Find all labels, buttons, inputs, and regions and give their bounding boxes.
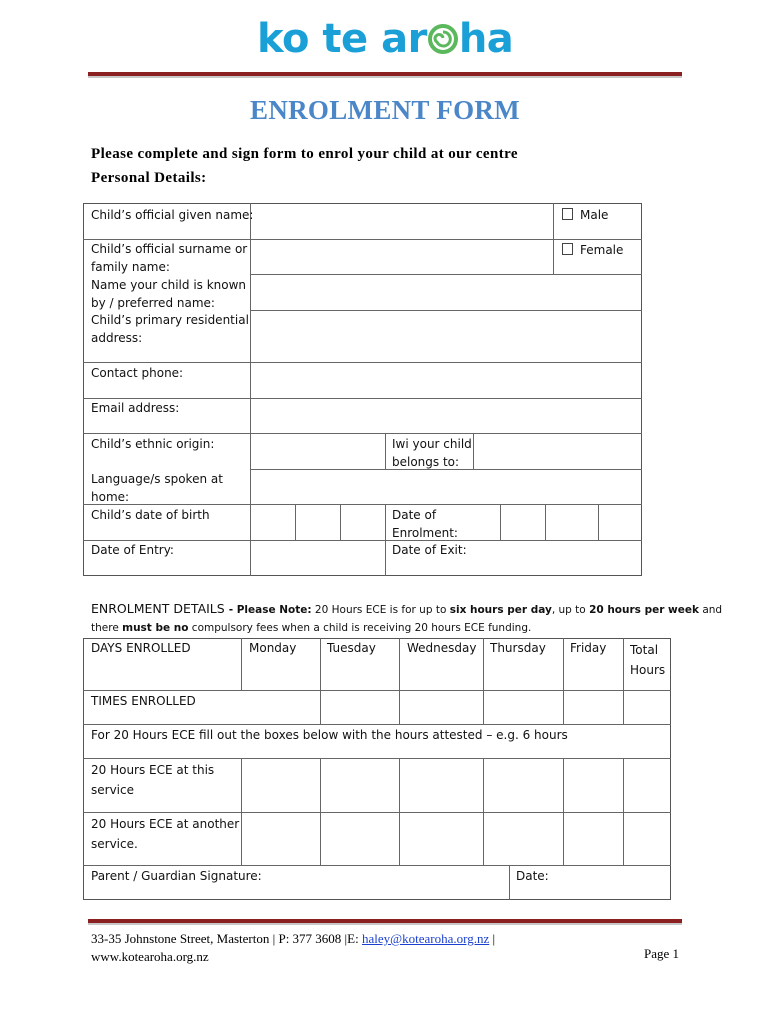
ece-instruction: For 20 Hours ECE fill out the boxes below with the hours attested – e.g. 6 hours [91, 728, 568, 742]
date-of-exit-field[interactable] [474, 541, 641, 575]
day-friday-header: Friday [570, 641, 607, 655]
preferred-name-field[interactable] [251, 275, 641, 309]
note-text-1: 20 Hours ECE is for up to [311, 604, 450, 616]
date-of-birth-field[interactable] [251, 505, 384, 539]
total-hours-line2: Hours [630, 663, 666, 677]
language-label-line2: home: [91, 489, 130, 504]
male-label: Male [580, 208, 609, 222]
note-text-3: and [698, 604, 723, 616]
preferred-name-label-line1: Name your child is known [91, 278, 247, 292]
address-field[interactable] [251, 311, 641, 361]
signature-field[interactable] [270, 866, 508, 899]
address-label-line2: address: [91, 330, 143, 345]
language-field[interactable] [251, 470, 641, 503]
female-label: Female [580, 243, 624, 257]
ece-this-service-fields[interactable] [242, 759, 670, 811]
day-wednesday-header: Wednesday [407, 641, 477, 655]
date-of-exit-label: Date of Exit: [392, 543, 467, 557]
email-label: Email address: [91, 401, 180, 415]
enrolment-heading-text: ENROLMENT DETAILS [91, 601, 225, 616]
email-field[interactable] [251, 399, 641, 432]
note-text-5: compulsory fees when a child is receiving 20 hours ECE funding. [188, 622, 532, 634]
note-text-4: there [91, 622, 123, 634]
personal-details-heading: Personal Details: [91, 170, 207, 186]
ece-this-line2: service [91, 783, 134, 797]
kotearoha-logo [257, 15, 513, 63]
logo-text-part2: ha [458, 16, 514, 62]
surname-label-line1: Child’s official surname or [91, 242, 248, 256]
times-monday-field[interactable] [242, 691, 319, 723]
logo-text-part1: ko te ar [257, 16, 427, 62]
language-label [91, 471, 223, 506]
total-hours-line1: Total [630, 643, 659, 657]
enrolment-details-heading [91, 600, 722, 620]
intro-instruction: Please complete and sign form to enrol your child at our centre [91, 146, 518, 162]
contact-phone-field[interactable] [251, 363, 641, 397]
enrolment-note-line2 [91, 620, 531, 638]
total-hours-header [630, 640, 665, 680]
footer-contact [91, 930, 495, 966]
koru-swirl-icon [428, 17, 458, 47]
surname-label-line2: family name: [91, 259, 170, 274]
times-total-field[interactable] [624, 691, 670, 723]
given-name-label: Child’s official given name: [91, 208, 254, 222]
note-text-2: , up to [551, 604, 590, 616]
address-label [91, 312, 249, 347]
day-tuesday-header: Tuesday [327, 641, 376, 655]
ethnic-origin-field[interactable] [251, 434, 384, 468]
ece-other-service-label [91, 814, 239, 854]
iwi-field[interactable] [474, 434, 641, 468]
address-label-line1: Child’s primary residential [91, 313, 249, 327]
surname-field[interactable] [251, 240, 552, 273]
day-monday-header: Monday [249, 641, 297, 655]
form-title: ENROLMENT FORM [250, 95, 520, 125]
iwi-label-line2: belongs to: [392, 454, 460, 469]
day-thursday-header: Thursday [490, 641, 546, 655]
days-enrolled-header: DAYS ENROLLED [91, 641, 191, 655]
times-enrolled-label: TIMES ENROLLED [91, 694, 196, 708]
date-of-entry-label: Date of Entry: [91, 543, 174, 557]
given-name-field[interactable] [251, 204, 552, 238]
enrolment-label-line1: Date of [392, 508, 437, 522]
contact-phone-label: Contact phone: [91, 366, 184, 380]
surname-label [91, 241, 247, 276]
footer-line1 [91, 930, 495, 948]
note-bold-3: must be no [122, 622, 189, 634]
times-thursday-field[interactable] [484, 691, 562, 723]
footer-separator: | [489, 931, 496, 946]
female-option[interactable] [562, 242, 623, 260]
ece-other-service-fields[interactable] [242, 813, 670, 864]
ece-this-line1: 20 Hours ECE at this [91, 763, 215, 777]
date-label: Date: [516, 869, 549, 883]
iwi-label-line1: Iwi your child [392, 437, 472, 451]
footer-website[interactable]: www.kotearoha.org.nz [91, 949, 209, 964]
male-checkbox-icon[interactable] [562, 208, 573, 220]
preferred-name-label [91, 277, 246, 312]
ece-other-line1: 20 Hours ECE at another [91, 817, 240, 831]
female-checkbox-icon[interactable] [562, 243, 573, 255]
header-divider [88, 72, 682, 78]
footer-email-link[interactable]: haley@kotearoha.org.nz [361, 931, 490, 946]
preferred-name-label-line2: by / preferred name: [91, 295, 215, 310]
footer-address: 33-35 Johnstone Street, Masterton | P: 377 3608 |E: [91, 931, 362, 946]
date-of-entry-field[interactable] [251, 541, 384, 575]
iwi-label [392, 436, 472, 471]
signature-date-field[interactable] [552, 866, 670, 899]
times-wednesday-field[interactable] [400, 691, 482, 723]
ethnic-origin-label: Child’s ethnic origin: [91, 437, 215, 451]
signature-label: Parent / Guardian Signature: [91, 869, 262, 883]
date-of-enrolment-label [392, 507, 458, 542]
ece-this-service-label [91, 760, 214, 800]
ece-other-line2: service. [91, 837, 138, 851]
page-number: Page 1 [643, 946, 679, 961]
language-label-line1: Language/s spoken at [91, 472, 223, 486]
footer-divider [88, 919, 682, 925]
date-of-birth-label: Child’s date of birth [91, 508, 210, 522]
times-friday-field[interactable] [564, 691, 622, 723]
note-bold-1: six hours per day [449, 604, 552, 616]
male-option[interactable] [562, 207, 608, 225]
note-bold-2: 20 hours per week [589, 604, 699, 616]
enrolment-label-line2: Enrolment: [392, 525, 458, 540]
times-tuesday-field[interactable] [321, 691, 398, 723]
note-prefix: - Please Note: [228, 604, 312, 616]
date-of-enrolment-field[interactable] [501, 505, 641, 539]
